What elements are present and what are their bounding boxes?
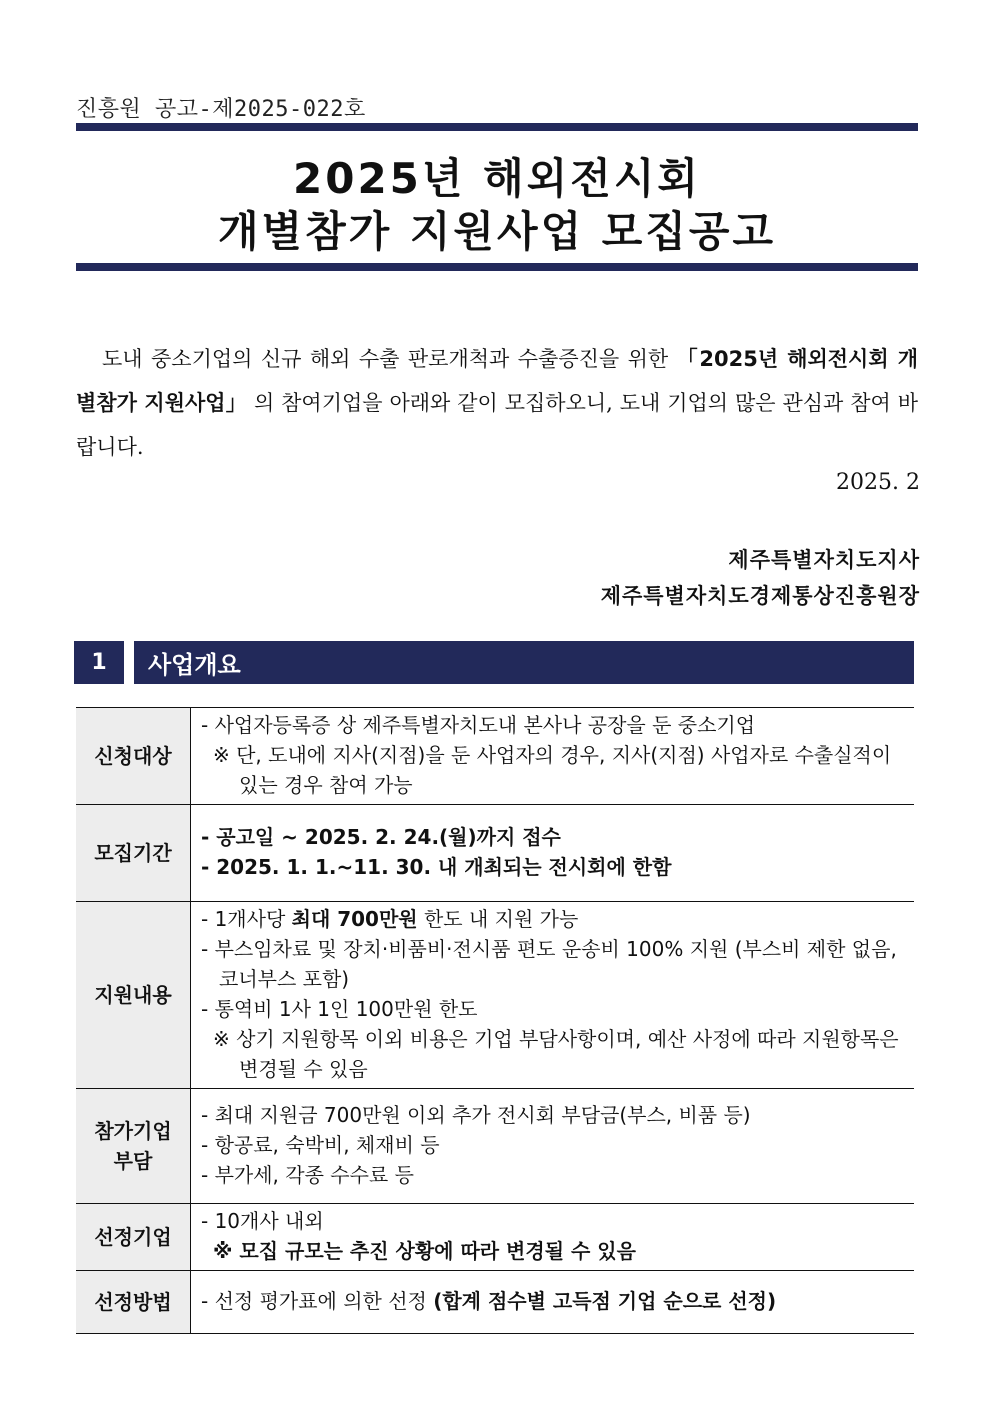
row-content xyxy=(191,1089,915,1204)
row-content xyxy=(191,805,915,902)
table-row-support xyxy=(76,902,914,1089)
row-label: 신청대상 xyxy=(76,708,191,805)
selected-line-1: - 10개사 내외 xyxy=(201,1209,324,1233)
row-label: 지원내용 xyxy=(76,902,191,1089)
intro-text-1: 도내 중소기업의 신규 해외 수출 판로개척과 수출증진을 위한 xyxy=(102,347,677,371)
selected-note: ※ 모집 규모는 추진 상황에 따라 변경될 수 있음 xyxy=(213,1239,636,1263)
burden-line-2: - 항공료, 숙박비, 체재비 등 xyxy=(201,1133,440,1157)
program-name: 「2025년 해외전시회 개별참가 지원사업」 xyxy=(76,347,918,415)
page-title-line-2: 개별참가 지원사업 모집공고 xyxy=(217,207,777,256)
support-max-amount: 최대 700만원 xyxy=(291,907,418,931)
burden-label-2: 부담 xyxy=(113,1149,153,1173)
signer-agency-head: 제주특별자치도경제통상진흥원장 xyxy=(600,583,920,608)
signer-governor: 제주특별자치도지사 xyxy=(728,547,920,572)
support-note: ※ 상기 지원항목 이외 비용은 기업 부담사항이며, 예산 사정에 따라 지원항목은 변경될 수 있음 xyxy=(213,1027,899,1081)
intro-paragraph xyxy=(76,337,918,469)
support-line-2: - 부스임차료 및 장치·비품비·전시품 편도 운송비 100% 지원 (부스비 제한 없음, 코너부스 포함) xyxy=(201,937,897,991)
row-label: 선정방법 xyxy=(76,1271,191,1334)
table-row-burden xyxy=(76,1089,914,1204)
burden-line-3: - 부가세, 각종 수수료 등 xyxy=(201,1163,414,1187)
table-row-period xyxy=(76,805,914,902)
row-label: 모집기간 xyxy=(76,805,191,902)
support-line-1-pre: - 1개사당 xyxy=(201,907,292,931)
row-content xyxy=(191,1204,915,1271)
title-top-rule xyxy=(76,123,918,131)
method-criteria: (합계 점수별 고득점 기업 순으로 선정) xyxy=(433,1289,777,1313)
period-line-2: - 2025. 1. 1.~11. 30. 내 개최되는 전시회에 한함 xyxy=(201,855,672,879)
row-content xyxy=(191,902,915,1089)
support-line-3: - 통역비 1사 1인 100만원 한도 xyxy=(201,997,478,1021)
intro-text-2: 의 참여기업을 아래와 같이 모집하오니, 도내 기업의 많은 관심과 참여 바랍니다. xyxy=(76,391,918,459)
notice-number: 진흥원 공고-제2025-022호 xyxy=(76,97,366,122)
table-row-method xyxy=(76,1271,914,1334)
burden-line-1: - 최대 지원금 700만원 이외 추가 전시회 부담금(부스, 비품 등) xyxy=(201,1103,751,1127)
eligibility-line-1: - 사업자등록증 상 제주특별자치도내 본사나 공장을 둔 중소기업 xyxy=(201,713,756,737)
eligibility-note: ※ 단, 도내에 지사(지점)을 둔 사업자의 경우, 지사(지점) 사업자로 수출실적이 있는 경우 참여 가능 xyxy=(213,743,892,797)
title-bottom-rule xyxy=(76,263,918,271)
table-row-selected xyxy=(76,1204,914,1271)
method-line-pre: - 선정 평가표에 의한 선정 xyxy=(201,1289,434,1313)
method-line xyxy=(201,1286,904,1316)
period-line-1: - 공고일 ~ 2025. 2. 24.(월)까지 접수 xyxy=(201,825,561,849)
page-title-line-1: 2025년 해외전시회 xyxy=(293,154,701,203)
row-content xyxy=(191,708,915,805)
section-number: 1 xyxy=(74,641,124,684)
overview-table xyxy=(76,707,914,1334)
table-row-eligibility xyxy=(76,708,914,805)
section-title: 사업개요 xyxy=(134,641,914,684)
support-line-1 xyxy=(201,904,904,934)
notice-date: 2025. 2 xyxy=(836,470,920,495)
row-content xyxy=(191,1271,915,1334)
row-label: 선정기업 xyxy=(76,1204,191,1271)
row-label xyxy=(76,1089,191,1204)
burden-label-1: 참가기업 xyxy=(94,1119,172,1143)
support-line-1-post: 한도 내 지원 가능 xyxy=(417,907,579,931)
